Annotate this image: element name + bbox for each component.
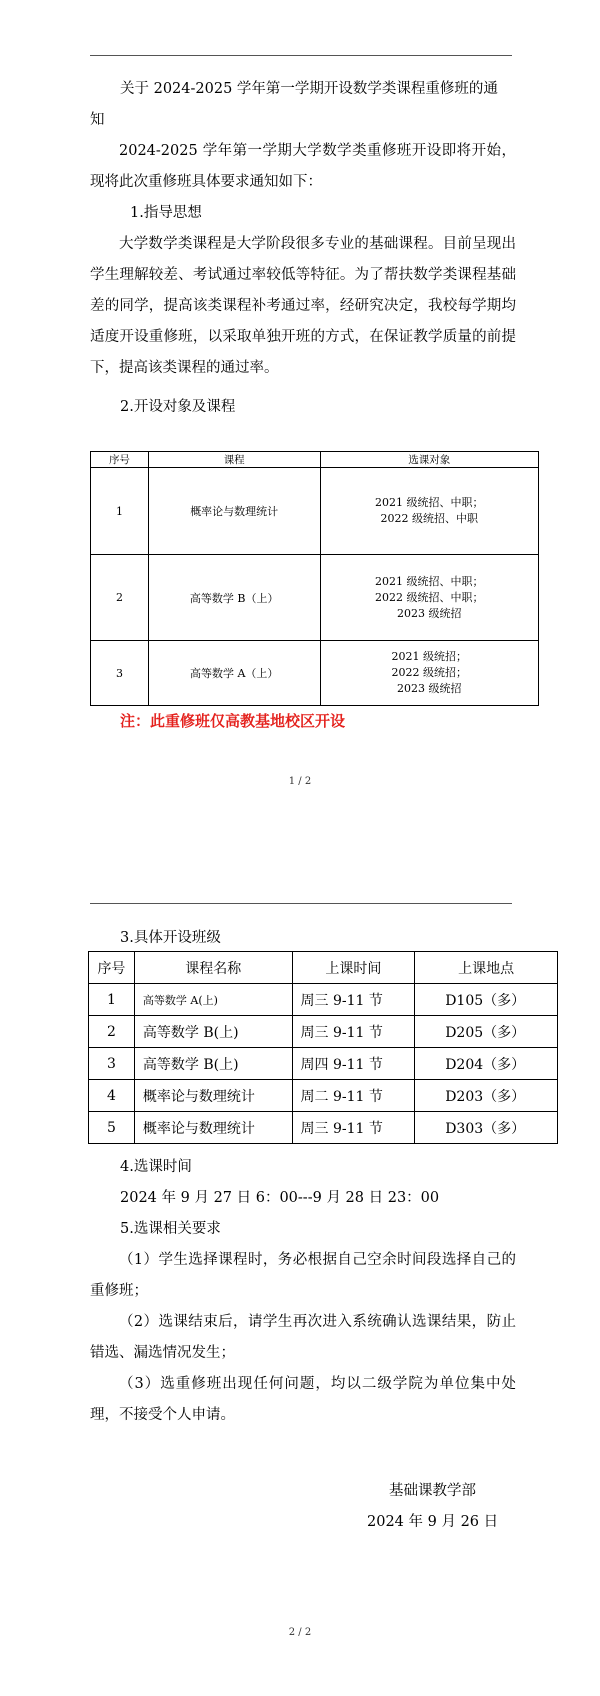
table-row xyxy=(89,1016,558,1048)
row-course: 概率论与数理统计 xyxy=(134,1080,292,1112)
table-row xyxy=(89,1112,558,1144)
row-place: D303（多） xyxy=(415,1112,558,1144)
header-place: 上课地点 xyxy=(415,952,558,984)
row-time: 周四 9-11 节 xyxy=(292,1048,415,1080)
row-time: 周二 9-11 节 xyxy=(292,1080,415,1112)
section3-heading: 3.具体开设班级 xyxy=(120,930,221,946)
class-schedule-table xyxy=(88,951,558,1144)
row-course: 高等数学 B(上) xyxy=(134,1016,292,1048)
notice-title-line1: 关于 2024-2025 学年第一学期开设数学类课程重修班的通 xyxy=(120,81,498,97)
table-row xyxy=(89,984,558,1016)
page-number: 1 / 2 xyxy=(288,776,312,787)
requirement-2: （2）选课结束后，请学生再次进入系统确认选课结果，防止错选、漏选情况发生； xyxy=(90,1314,516,1361)
table-header-row xyxy=(91,452,539,468)
row-targets: 2021 级统招、中职； 2022 级统招、中职 xyxy=(320,468,539,555)
row-no: 3 xyxy=(89,1048,135,1080)
row-course: 高等数学 B(上) xyxy=(134,1048,292,1080)
row-course: 高等数学 A（上） xyxy=(148,641,320,706)
section5-heading: 5.选课相关要求 xyxy=(120,1221,221,1237)
table-row xyxy=(91,468,539,555)
row-no: 5 xyxy=(89,1112,135,1144)
table-row xyxy=(89,1080,558,1112)
notice-title-line2: 知 xyxy=(90,112,105,128)
header-rule xyxy=(90,903,512,904)
row-place: D203（多） xyxy=(415,1080,558,1112)
course-target-table xyxy=(90,451,539,706)
row-place: D204（多） xyxy=(415,1048,558,1080)
header-course-name: 课程名称 xyxy=(134,952,292,984)
row-course: 概率论与数理统计 xyxy=(148,468,320,555)
campus-note: 注：此重修班仅高教基地校区开设 xyxy=(120,712,346,730)
section1-heading: 1.指导思想 xyxy=(130,205,202,221)
row-no: 4 xyxy=(89,1080,135,1112)
row-no: 2 xyxy=(91,555,149,641)
row-time: 周三 9-11 节 xyxy=(292,1016,415,1048)
row-place: D105（多） xyxy=(415,984,558,1016)
row-course: 高等数学 B（上） xyxy=(148,555,320,641)
section4-heading: 4.选课时间 xyxy=(120,1159,192,1175)
header-no: 序号 xyxy=(91,452,149,468)
row-time: 周三 9-11 节 xyxy=(292,984,415,1016)
requirement-1: （1）学生选择课程时，务必根据自己空余时间段选择自己的重修班； xyxy=(90,1252,516,1299)
section4-body: 2024 年 9 月 27 日 6：00---9 月 28 日 23：00 xyxy=(120,1190,440,1206)
section2-heading: 2.开设对象及课程 xyxy=(120,399,236,415)
row-no: 3 xyxy=(91,641,149,706)
table-row xyxy=(91,555,539,641)
table-row xyxy=(89,1048,558,1080)
row-no: 1 xyxy=(91,468,149,555)
section1-body: 大学数学类课程是大学阶段很多专业的基础课程。目前呈现出学生理解较差、考试通过率较低等特征。为了帮扶数学类课程基础差的同学，提高该类课程补考通过率，经研究决定，我校每学期均适度开设重修班，以采取单独开班的方式，在保证教学质量的前提下，提高该类课程的通过率。 xyxy=(90,236,516,376)
row-targets: 2021 级统招、中职； 2022 级统招、中职； 2023 级统招 xyxy=(320,555,539,641)
row-course: 高等数学 A(上) xyxy=(134,984,292,1016)
header-targets: 选课对象 xyxy=(320,452,539,468)
row-place: D205（多） xyxy=(415,1016,558,1048)
row-no: 1 xyxy=(89,984,135,1016)
page-2 xyxy=(0,848,600,1696)
header-time: 上课时间 xyxy=(292,952,415,984)
signature-department: 基础课教学部 xyxy=(389,1483,476,1499)
row-course: 概率论与数理统计 xyxy=(134,1112,292,1144)
signature-date: 2024 年 9 月 26 日 xyxy=(367,1514,499,1530)
row-no: 2 xyxy=(89,1016,135,1048)
intro-paragraph: 2024-2025 学年第一学期大学数学类重修班开设即将开始，现将此次重修班具体要求通知如下： xyxy=(90,143,516,190)
row-targets: 2021 级统招； 2022 级统招； 2023 级统招 xyxy=(320,641,539,706)
header-no: 序号 xyxy=(89,952,135,984)
table-header-row xyxy=(89,952,558,984)
header-course: 课程 xyxy=(148,452,320,468)
requirement-3: （3）选重修班出现任何问题，均以二级学院为单位集中处理，不接受个人申请。 xyxy=(90,1376,516,1423)
table-row xyxy=(91,641,539,706)
page-number: 2 / 2 xyxy=(288,1627,312,1638)
row-time: 周三 9-11 节 xyxy=(292,1112,415,1144)
header-rule xyxy=(90,55,512,56)
